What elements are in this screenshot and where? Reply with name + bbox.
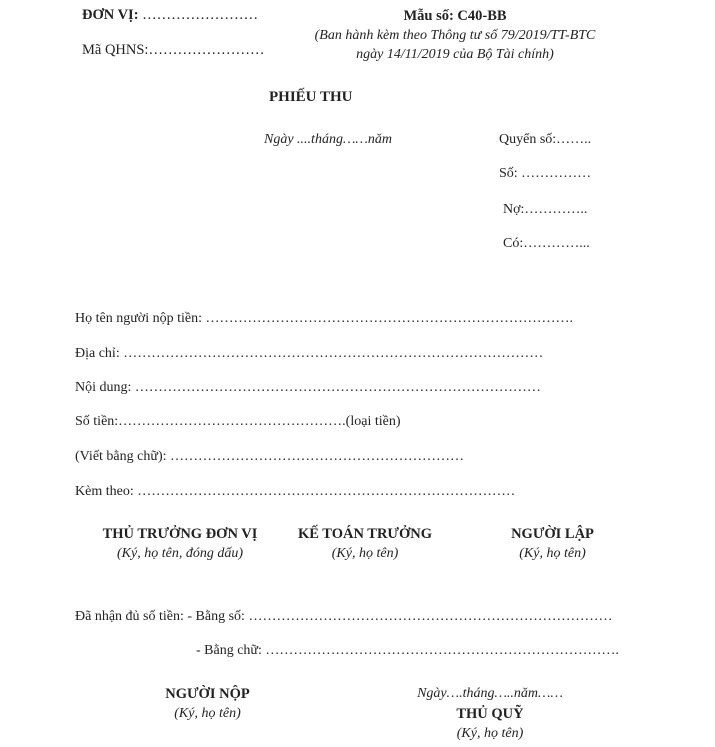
signature-title: THỦ TRƯỞNG ĐƠN VỊ <box>102 526 258 542</box>
currency-type-label: (loại tiền) <box>345 414 401 429</box>
signature-title: NGƯỜI NỘP <box>165 686 250 702</box>
qhns-label: Mã QHNS: <box>82 42 149 58</box>
content-field <box>75 380 541 396</box>
signature-unit-head <box>100 524 260 564</box>
field-label: Số tiền: <box>75 414 119 429</box>
signature-title: NGƯỜI LẬP <box>511 526 594 542</box>
field-dots: ……………………………………………………… <box>166 449 464 464</box>
signature-payer <box>140 684 275 724</box>
date-line: Ngày ....tháng……năm <box>264 132 392 147</box>
received-by-words-field <box>196 643 619 659</box>
field-label: (Viết bằng chữ): <box>75 449 167 464</box>
field-dots: ……………………………………………………………………………… <box>119 346 544 361</box>
field-dots: ……………………………………………………………………… <box>133 484 516 499</box>
payer-name-field <box>75 311 573 327</box>
signature-preparer <box>490 524 615 564</box>
co-field: Có:…………... <box>503 236 590 251</box>
cashier-date-line: Ngày….tháng…..năm…… <box>417 686 563 701</box>
field-label: Kèm theo: <box>75 484 134 499</box>
qhns-dots: …………………… <box>148 42 265 58</box>
unit-dots: …………………… <box>138 7 259 23</box>
signature-chief-accountant <box>280 524 450 564</box>
signature-cashier <box>395 684 585 744</box>
unit-field <box>82 7 258 24</box>
attachments-field <box>75 484 515 500</box>
no-field: Nợ:………….. <box>503 202 588 217</box>
form-code-block <box>300 7 610 64</box>
signature-title: KẾ TOÁN TRƯỞNG <box>297 526 433 542</box>
field-dots: …………………………………………………………………… <box>244 609 613 624</box>
qhns-field <box>82 42 264 59</box>
field-dots: ……………………………………………………………………. <box>201 311 573 326</box>
field-label: Nội dung: <box>75 380 132 395</box>
field-dots: …………………………………………………………………………… <box>131 380 541 395</box>
field-dots: …………………………………………. <box>118 414 346 429</box>
signature-note: (Ký, họ tên) <box>456 726 524 741</box>
signature-note: (Ký, họ tên) <box>331 546 399 561</box>
regulation-line-2: ngày 14/11/2019 của Bộ Tài chính) <box>356 47 554 62</box>
regulation-line-1: (Ban hành kèm theo Thông tư số 79/2019/TT-BTC <box>314 28 596 43</box>
so-field: Số: …………… <box>499 166 592 181</box>
form-code: Mẫu số: C40-BB <box>403 8 507 24</box>
by-number-label: - Bằng số: <box>187 609 245 624</box>
received-label: Đã nhận đủ số tiền: <box>75 609 184 624</box>
amount-field <box>75 414 400 430</box>
by-words-label: - Bằng chữ: <box>196 643 262 658</box>
quyen-so-field: Quyển số:…….. <box>499 132 592 147</box>
amount-in-words-field <box>75 449 464 465</box>
unit-label: ĐƠN VỊ: <box>82 7 139 23</box>
signature-note: (Ký, họ tên) <box>174 706 241 721</box>
address-field <box>75 346 543 362</box>
document-title: PHIẾU THU <box>269 89 353 105</box>
field-label: Địa chỉ: <box>75 346 120 361</box>
received-by-number-field <box>75 609 612 625</box>
signature-note: (Ký, họ tên, đóng dấu) <box>117 546 243 561</box>
signature-title: THỦ QUỸ <box>456 706 524 722</box>
signature-note: (Ký, họ tên) <box>519 546 586 561</box>
field-label: Họ tên người nộp tiền: <box>75 311 202 326</box>
field-dots: …………………………………………………………………. <box>261 643 619 658</box>
